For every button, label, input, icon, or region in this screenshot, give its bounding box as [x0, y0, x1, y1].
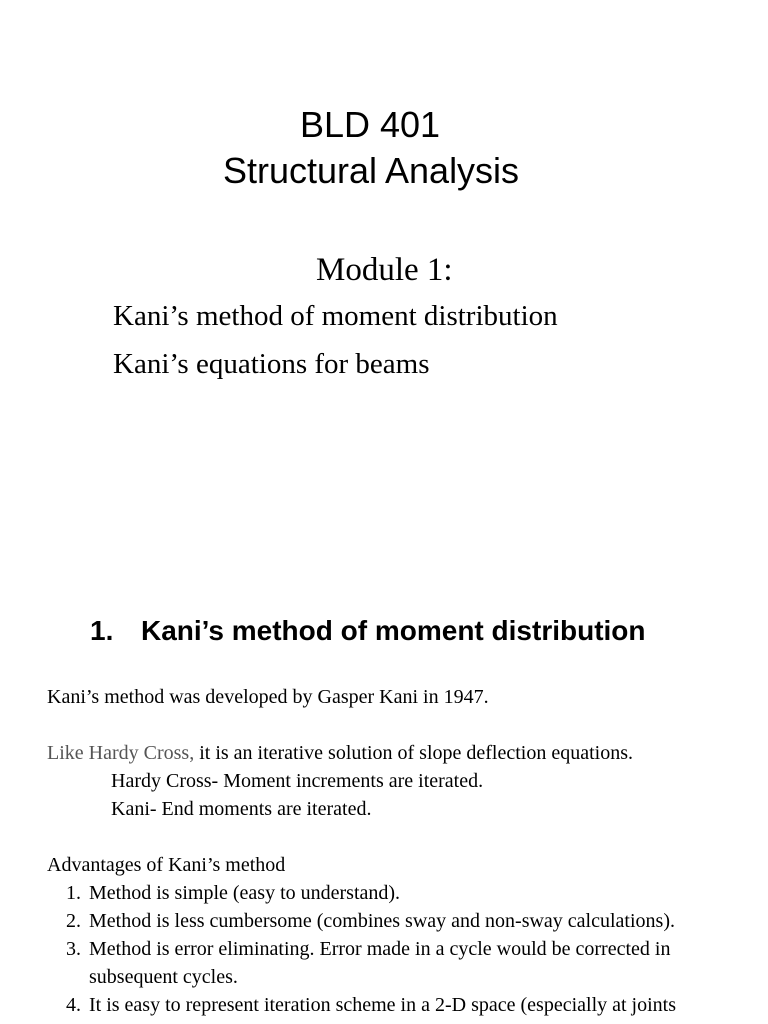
course-code: BLD 401: [299, 104, 441, 145]
section-number: 1.: [90, 615, 114, 646]
module-topic: Kani’s equations for beams: [113, 348, 430, 380]
advantage-number: 4.: [66, 994, 81, 1016]
advantage-item: [66, 909, 675, 933]
hardy-cross-comparison: [47, 741, 633, 765]
advantage-item: [66, 881, 400, 905]
advantage-number: 3.: [66, 938, 81, 960]
advantage-item: [66, 993, 676, 1017]
section-heading-text: Kani’s method of moment distribution: [141, 615, 646, 646]
advantage-text: Method is less cumbersome (combines sway and non-sway calculations).: [89, 910, 675, 932]
advantage-text-continuation: subsequent cycles.: [89, 966, 238, 988]
module-label: Module 1:: [316, 252, 453, 288]
section-heading: [90, 613, 646, 649]
advantage-number: 1.: [66, 882, 81, 904]
advantage-text: Method is error eliminating. Error made in a cycle would be corrected in: [89, 938, 671, 960]
advantage-text: It is easy to represent iteration scheme in a 2-D space (especially at joints: [89, 994, 677, 1016]
intro-paragraph: Kani’s method was developed by Gasper Kani in 1947.: [47, 686, 489, 708]
hardy-cross-note: Hardy Cross- Moment increments are iterated.: [111, 770, 484, 792]
hardy-cross-lead: Like Hardy Cross,: [47, 742, 195, 764]
course-title: Structural Analysis: [222, 150, 520, 191]
advantage-item: [66, 937, 670, 961]
advantages-heading: Advantages of Kani’s method: [47, 854, 286, 876]
advantage-number: 2.: [66, 910, 81, 932]
advantage-text: Method is simple (easy to understand).: [89, 882, 401, 904]
hardy-cross-rest: it is an iterative solution of slope deflection equations.: [194, 742, 633, 764]
kani-note: Kani- End moments are iterated.: [111, 798, 372, 820]
module-topic: Kani’s method of moment distribution: [113, 300, 558, 332]
